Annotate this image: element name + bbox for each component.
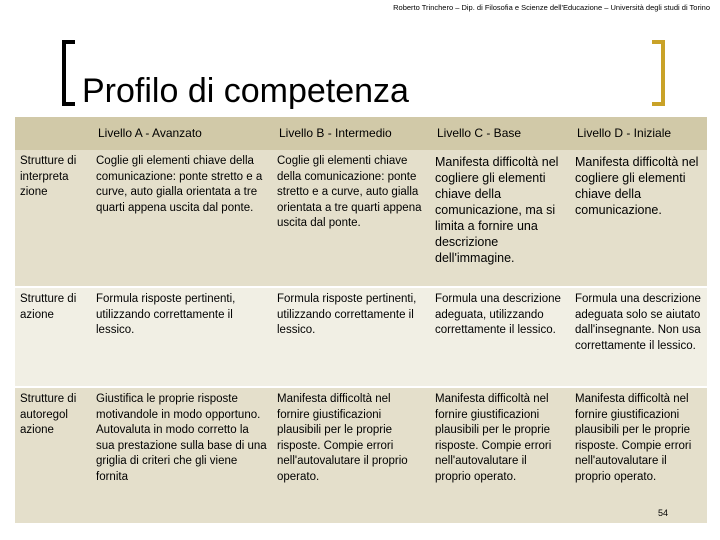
cell-interpretazione-level-b: Coglie gli elementi chiave della comunicazione: ponte stretto e a curve, auto gialla orientata a tre quarti appena uscita dal ponte. [272, 150, 430, 287]
column-header-empty [15, 117, 91, 150]
cell-interpretazione-level-d: Manifesta difficoltà nel cogliere gli elementi chiave della comunicazione. [570, 150, 707, 287]
column-header-level-b: Livello B - Intermedio [272, 117, 430, 150]
page-title: Profilo di competenza [82, 72, 409, 110]
cell-autoregolazione-level-d: Manifesta difficoltà nel fornire giustificazioni plausibili per le proprie risposte. Compie errori nell'autovalutare il proprio operato. [570, 387, 707, 523]
column-header-level-c: Livello C - Base [430, 117, 570, 150]
title-bracket-left [62, 40, 75, 106]
table-row-interpretazione [15, 150, 707, 287]
competence-table [15, 117, 707, 523]
cell-azione-level-d: Formula una descrizione adeguata solo se aiutato dall'insegnante. Non usa correttamente il lessico. [570, 287, 707, 387]
cell-azione-level-c: Formula una descrizione adeguata, utilizzando correttamente il lessico. [430, 287, 570, 387]
column-header-level-a: Livello A - Avanzato [91, 117, 272, 150]
table-row-azione [15, 287, 707, 387]
slide-header: Roberto Trinchero – Dip. di Filosofia e Scienze dell'Educazione – Università degli studi di Torino [393, 3, 710, 12]
cell-interpretazione-level-a: Coglie gli elementi chiave della comunicazione: ponte stretto e a curve, auto gialla orientata a tre quarti appena uscita dal ponte. [91, 150, 272, 287]
cell-autoregolazione-level-a: Giustifica le proprie risposte motivandole in modo opportuno. Autovaluta in modo corretto la sua prestazione sulla base di una griglia di criteri che gli viene fornita [91, 387, 272, 523]
page-number: 54 [658, 508, 669, 518]
cell-autoregolazione-level-c: Manifesta difficoltà nel fornire giustificazioni plausibili per le proprie risposte. Compie errori nell'autovalutare il proprio operato. [430, 387, 570, 523]
row-label-interpretazione: Strutture di interpreta zione [15, 150, 91, 287]
table-row-autoregolazione [15, 387, 707, 523]
cell-interpretazione-level-c: Manifesta difficoltà nel cogliere gli elementi chiave della comunicazione, ma si limita a fornire una descrizione dell'immagine. [430, 150, 570, 287]
column-header-level-d: Livello D - Iniziale [570, 117, 707, 150]
row-label-autoregolazione: Strutture di autoregol azione [15, 387, 91, 523]
cell-autoregolazione-level-b: Manifesta difficoltà nel fornire giustificazioni plausibili per le proprie risposte. Compie errori nell'autovalutare il proprio operato. [272, 387, 430, 523]
title-bracket-right [652, 40, 665, 106]
row-label-azione: Strutture di azione [15, 287, 91, 387]
cell-azione-level-a: Formula risposte pertinenti, utilizzando correttamente il lessico. [91, 287, 272, 387]
cell-azione-level-b: Formula risposte pertinenti, utilizzando correttamente il lessico. [272, 287, 430, 387]
table-header-row [15, 117, 707, 150]
